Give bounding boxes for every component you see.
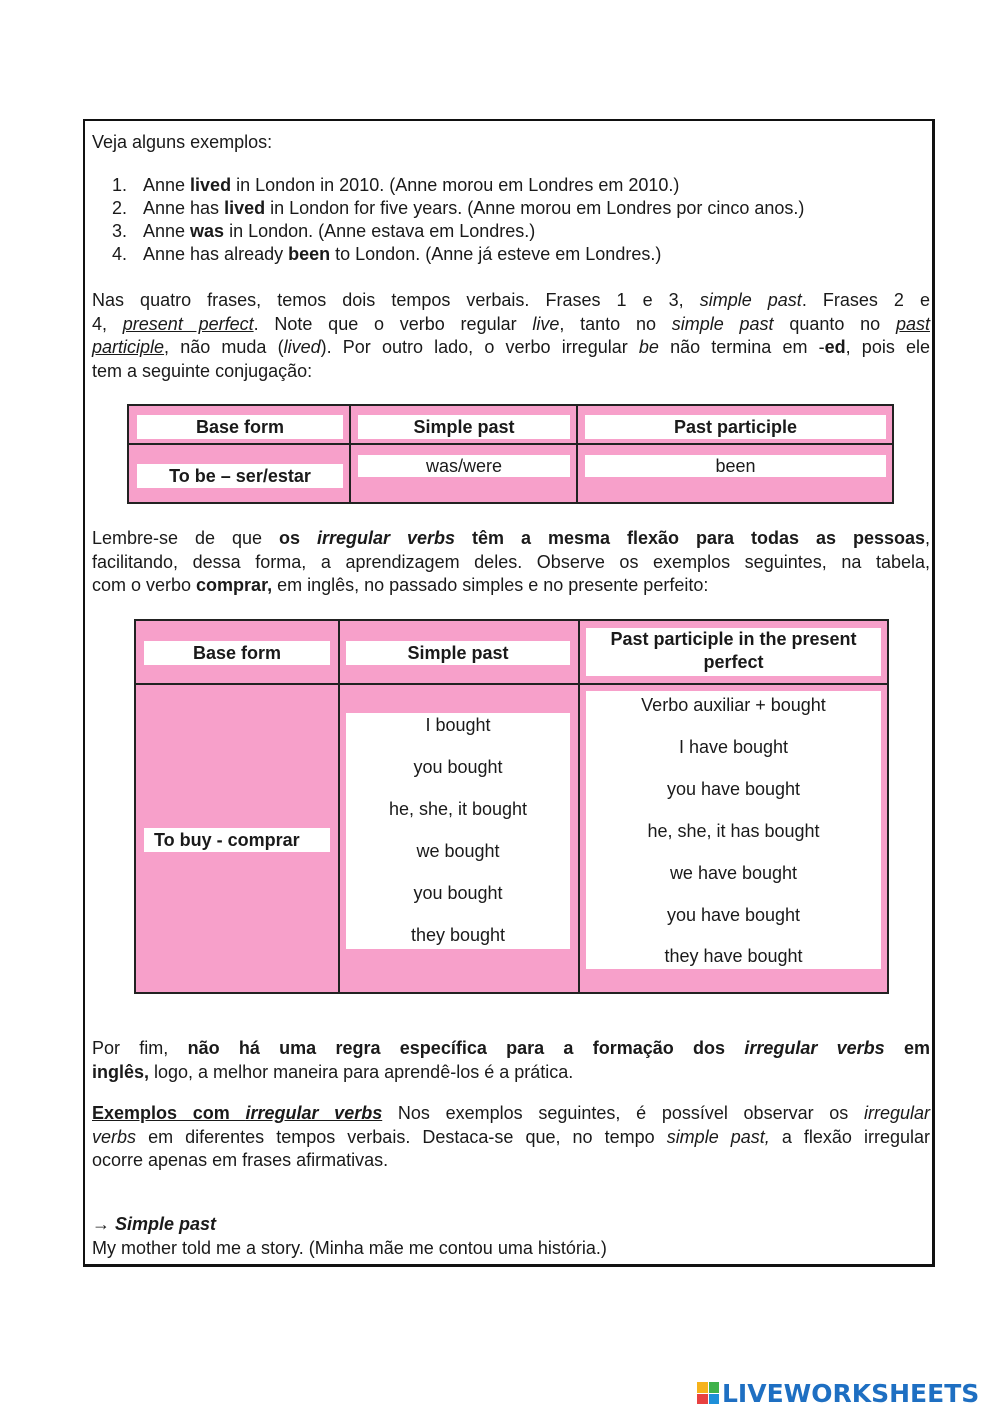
list-item: Verbo auxiliar + bought <box>641 695 826 715</box>
header-past-participle-present-perfect: Past participle in the present perfect <box>586 628 881 676</box>
list-item: we have bought <box>669 863 798 883</box>
list-item: you have bought <box>666 905 801 925</box>
header-base-form: Base form <box>137 415 343 439</box>
cell-been: been <box>585 455 886 477</box>
list-item: we bought <box>416 841 500 861</box>
header-base-form: Base form <box>144 641 330 665</box>
list-item: 3. Anne was in London. (Anne estava em Londres.) <box>112 221 536 241</box>
list-item: 2. Anne has lived in London for five years. (Anne morou em Londres por cinco anos.) <box>112 198 805 218</box>
paragraph-irregular: Lembre-se de que os irregular verbs têm a mesma flexão para todas as pessoas, facilitando, dessa forma, a aprendizagem deles. Observe os exemplos seguintes, na tabela, com o verbo comprar, em inglês, no passado simples e no presente perfeito: <box>92 528 931 595</box>
intro-text: Veja alguns exemplos: <box>92 132 273 152</box>
liveworksheets-logo <box>697 1378 979 1408</box>
header-simple-past: Simple past <box>358 415 570 439</box>
cell-to-be: To be – ser/estar <box>137 464 343 488</box>
header-simple-past: Simple past <box>346 641 570 665</box>
list-item: he, she, it has bought <box>647 821 820 841</box>
table-to-be <box>127 404 894 504</box>
simple-past-list <box>346 713 570 949</box>
paragraph-examples: Exemplos com irregular verbs Nos exemplos seguintes, é possível observar os irregular verbs em diferentes tempos verbais. Destaca-se que, no tempo simple past, a flexão irregular ocorre apenas em frases afirmativas. <box>92 1103 931 1170</box>
examples-list <box>112 174 804 266</box>
list-item: you have bought <box>666 779 801 799</box>
example-sentence: My mother told me a story. (Minha mãe me contou uma história.) <box>92 1237 607 1258</box>
list-item: they bought <box>410 925 506 945</box>
list-item: he, she, it bought <box>388 799 528 819</box>
list-item: you bought <box>413 883 503 903</box>
list-item: 4. Anne has already been to London. (Anne já esteve em Londres.) <box>112 244 662 264</box>
cell-to-buy: To buy - comprar <box>144 828 330 852</box>
list-item: 1. Anne lived in London in 2010. (Anne morou em Londres em 2010.) <box>112 175 680 195</box>
arrow-icon: → <box>92 1214 116 1234</box>
header-past-participle: Past participle <box>585 415 886 439</box>
list-item: you bought <box>413 757 503 777</box>
cell-was-were: was/were <box>358 455 570 477</box>
list-item: I have bought <box>678 737 789 757</box>
section-simple-past <box>92 1213 607 1260</box>
list-item: I bought <box>425 715 491 735</box>
section-title: Simple past <box>115 1214 217 1234</box>
table-to-buy <box>134 619 889 994</box>
paragraph-conclusion: Por fim, não há uma regra específica para a formação dos irregular verbs em inglês, logo, a melhor maneira para aprendê-los é a prática. <box>92 1038 931 1082</box>
liveworksheets-logo-icon <box>697 1382 719 1404</box>
list-item: they have bought <box>664 946 803 966</box>
paragraph-tenses: Nas quatro frases, temos dois tempos verbais. Frases 1 e 3, simple past. Frases 2 e 4, present perfect. Note que o verbo regular live, tanto no simple past quanto no past participle, não muda (lived). Por outro lado, o verbo irregular be não termina em -ed, pois ele tem a seguinte conjugação: <box>92 290 931 381</box>
past-participle-list <box>586 691 881 969</box>
brand-name: LIVEWORKSHEETS <box>722 1378 980 1408</box>
